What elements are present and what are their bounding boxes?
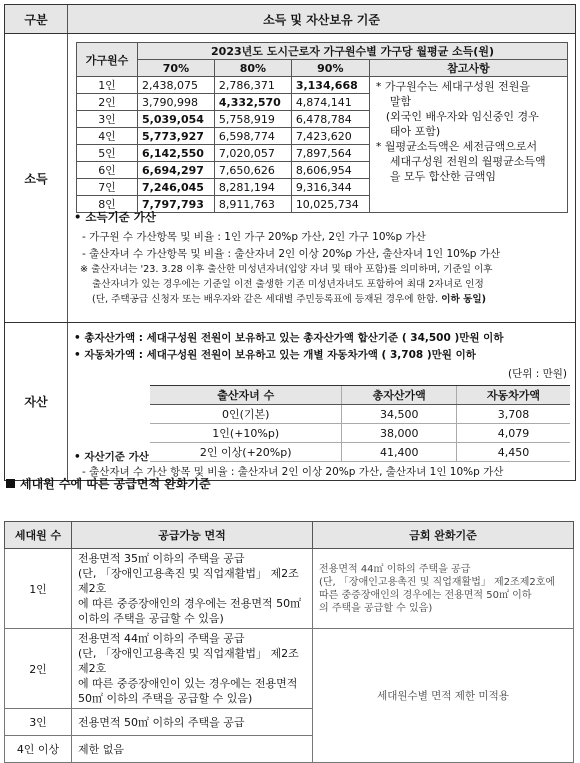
col-area: 공급가능 면적	[72, 522, 313, 549]
cell: 4,874,141	[291, 94, 369, 111]
ref-line: (외국인 배우자와 임신중인 경우	[385, 110, 539, 123]
cell: 10,025,734	[291, 196, 369, 213]
section2-title: 세대원 수에 따른 공급면적 완화기준	[6, 475, 211, 492]
cell: 3,790,998	[138, 94, 215, 111]
cell: 8,606,954	[291, 162, 369, 179]
income-table	[76, 42, 568, 213]
cell: 6,478,784	[291, 111, 369, 128]
assets-notes-title: • 자산기준 가산	[74, 451, 149, 463]
cell: 34,500	[342, 405, 457, 424]
area-cell: 제한 없음	[72, 736, 313, 763]
cell: 7,797,793	[138, 196, 215, 213]
income-label: 소득	[5, 34, 68, 322]
header-title: 소득 및 자산보유 기준	[263, 12, 380, 27]
cell: 4,079	[456, 424, 570, 443]
col-total-assets: 총자산가액	[342, 386, 457, 405]
area-cell: 전용면적 35㎡ 이하의 주택을 공급 (단, 「장애인고용촉진 및 직업재활법」 제2조제2호 에 따른 중증장애인의 경우에는 전용면적 50㎡ 이하의 주택을 공급할 수 있음)	[72, 549, 313, 629]
table-row	[150, 405, 570, 424]
cell: 7,423,620	[291, 128, 369, 145]
ref-line: 태아 포함)	[389, 125, 441, 138]
row-members: 3인	[77, 111, 138, 128]
header-category: 구분	[5, 5, 68, 33]
income-table-title: 2023년도 도시근로자 가구원수별 가구당 월평균 소득(원)	[138, 43, 568, 60]
row-household: 4인 이상	[5, 736, 72, 763]
income-note: - 출산자녀 수 가산항목 및 비율 : 출산자녀 2인 이상 20%p 가산, 출산자녀 1인 10%p 가산	[82, 248, 501, 260]
income-note: ※ 출산자녀는 '23. 3.28 이후 출산한 미성년자녀(입양 자녀 및 태아 포함)를 의미하며, 기준일 이후	[80, 264, 493, 275]
cell: 7,020,057	[214, 145, 291, 162]
row-members: 8인	[77, 196, 138, 213]
col-children: 출산자녀 수	[150, 386, 342, 405]
relax-merged-cell: 세대원수별 면적 제한 미적용	[313, 629, 574, 763]
ref-line: 세대구성원 전원의 월평균소득액	[389, 155, 546, 168]
cell: 5,039,054	[138, 111, 215, 128]
cell: 2,438,075	[138, 77, 215, 94]
square-bullet-icon	[6, 479, 15, 488]
cell: 2인 이상(+20%p)	[150, 443, 342, 462]
col-household: 세대원 수	[5, 522, 72, 549]
cell: 3,708	[456, 405, 570, 424]
col-members: 가구원수	[77, 43, 138, 77]
cell: 1인(+10%p)	[150, 424, 342, 443]
table-row	[150, 424, 570, 443]
cell: 8,911,763	[214, 196, 291, 213]
cell: 9,316,344	[291, 179, 369, 196]
cell: 6,142,550	[138, 145, 215, 162]
ref-line: * 가구원수는 세대구성원 전원을	[375, 80, 530, 93]
cell: 5,758,919	[214, 111, 291, 128]
cell: 38,000	[342, 424, 457, 443]
area-cell: 전용면적 50㎡ 이하의 주택을 공급	[72, 709, 313, 736]
assets-label: 자산	[5, 323, 68, 480]
income-section	[5, 34, 575, 323]
row-members: 1인	[77, 77, 138, 94]
cell: 7,650,626	[214, 162, 291, 179]
pct-80: 80%	[214, 60, 291, 77]
cell: 8,281,194	[214, 179, 291, 196]
table-row	[150, 443, 570, 462]
ref-notes	[369, 77, 567, 213]
assets-section	[5, 323, 575, 480]
area-cell: 전용면적 44㎡ 이하의 주택을 공급 (단, 「장애인고용촉진 및 직업재활법」 제2조제2호 에 따른 중증장애인이 있는 경우에는 전용면적 50㎡ 이하의 주택을 공급할 수 있음)	[72, 629, 313, 709]
row-household: 1인	[5, 549, 72, 629]
cell: 0인(기본)	[150, 405, 342, 424]
cell: 7,897,564	[291, 145, 369, 162]
cell: 5,773,927	[138, 128, 215, 145]
row-members: 5인	[77, 145, 138, 162]
cell: 6,598,774	[214, 128, 291, 145]
assets-note: - 출산자녀 수 가산 항목 및 비율 : 출산자녀 2인 이상 20%p 가산, 출산자녀 1인 10%p 가산	[82, 466, 504, 478]
unit-label: (단위 : 만원)	[508, 368, 567, 380]
table-row	[5, 549, 574, 629]
pct-70: 70%	[138, 60, 215, 77]
row-household: 2인	[5, 629, 72, 709]
cell: 4,450	[456, 443, 570, 462]
income-note: 출산자녀가 있는 경우에는 기준일 이전 출생한 기존 미성년자녀도 포함하여 최대 2자녀로 인정	[92, 279, 484, 290]
cell: 41,400	[342, 443, 457, 462]
ref-line: 말함	[389, 95, 412, 108]
row-household: 3인	[5, 709, 72, 736]
total-assets-line: • 총자산가액 : 세대구성원 전원이 보유하고 있는 총자산가액 합산기준 ( 34,500 )만원 이하	[74, 332, 504, 344]
criteria-table	[4, 4, 576, 481]
ref-line: * 월평균소득액은 세전금액으로서	[375, 140, 538, 153]
relax-cell: 전용면적 44㎡ 이하의 주택을 공급 (단, 「장애인고용촉진 및 직업재활법」 제2조제2호에 따른 중증장애인의 경우에는 전용면적 50㎡ 이하 의 주택을 공급할 수 있음)	[313, 549, 574, 629]
pct-90: 90%	[291, 60, 369, 77]
table-row	[77, 77, 568, 94]
col-relax: 금회 완화기준	[313, 522, 574, 549]
car-assets-line: • 자동차가액 : 세대구성원 전원이 보유하고 있는 개별 자동차가액 ( 3,708 )만원 이하	[74, 349, 476, 361]
table-row	[5, 629, 574, 709]
criteria-header	[5, 5, 575, 34]
assets-table	[150, 385, 570, 462]
cell: 2,786,371	[214, 77, 291, 94]
row-members: 6인	[77, 162, 138, 179]
row-members: 2인	[77, 94, 138, 111]
income-notes-title: • 소득기준 가산	[74, 210, 157, 224]
cell: 6,694,297	[138, 162, 215, 179]
row-members: 7인	[77, 179, 138, 196]
col-car-assets: 자동차가액	[456, 386, 570, 405]
income-note: - 가구원 수 가산항목 및 비율 : 1인 가구 20%p 가산, 2인 가구 10%p 가산	[82, 231, 426, 243]
cell: 4,332,570	[214, 94, 291, 111]
area-table	[4, 521, 574, 763]
income-note: (단, 주택공급 신청자 또는 배우자와 같은 세대별 주민등록표에 등재된 경우에 한함. 이하 동일)	[92, 294, 487, 305]
row-members: 4인	[77, 128, 138, 145]
ref-header: 참고사항	[369, 60, 567, 77]
cell: 7,246,045	[138, 179, 215, 196]
ref-line: 을 모두 합산한 금액임	[389, 170, 496, 183]
cell: 3,134,668	[291, 77, 369, 94]
